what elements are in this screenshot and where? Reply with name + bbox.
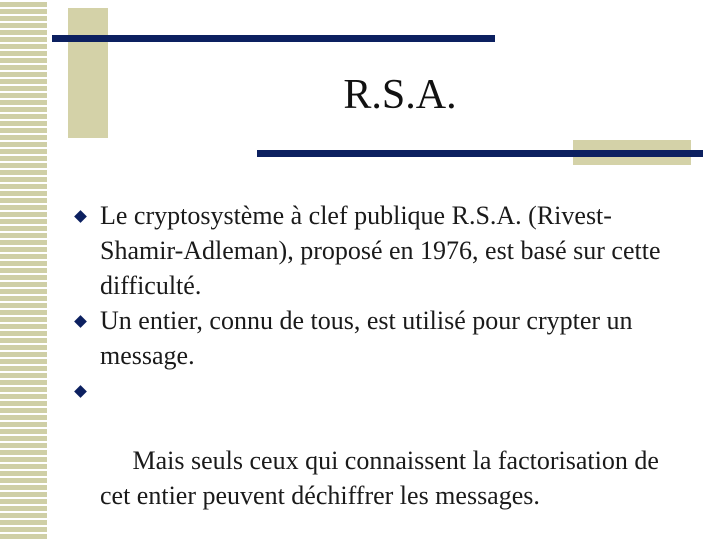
diamond-bullet-icon (74, 315, 87, 328)
bullet-text: Le cryptosystème à clef publique R.S.A. (Rivest-Shamir-Adleman), proposé en 1976, est basé sur cette difficulté. (100, 201, 661, 300)
diamond-bullet-icon (74, 210, 87, 223)
bottom-title-rule (257, 150, 703, 157)
bullet-text: Mais seuls ceux qui connaissent la factorisation de cet entier peuvent déchiffrer les messages. (100, 446, 666, 510)
striped-side-decoration (0, 0, 50, 540)
bullet-list (72, 198, 692, 548)
bullet-item (72, 198, 692, 303)
slide-title: R.S.A. (343, 72, 457, 118)
bullet-item (72, 373, 692, 548)
bullet-item (72, 303, 692, 373)
diamond-bullet-icon (74, 385, 87, 398)
bullet-text: Un entier, connu de tous, est utilisé pour crypter un message. (100, 306, 633, 370)
top-title-rule (52, 35, 495, 42)
tan-vertical-decoration (68, 8, 108, 138)
